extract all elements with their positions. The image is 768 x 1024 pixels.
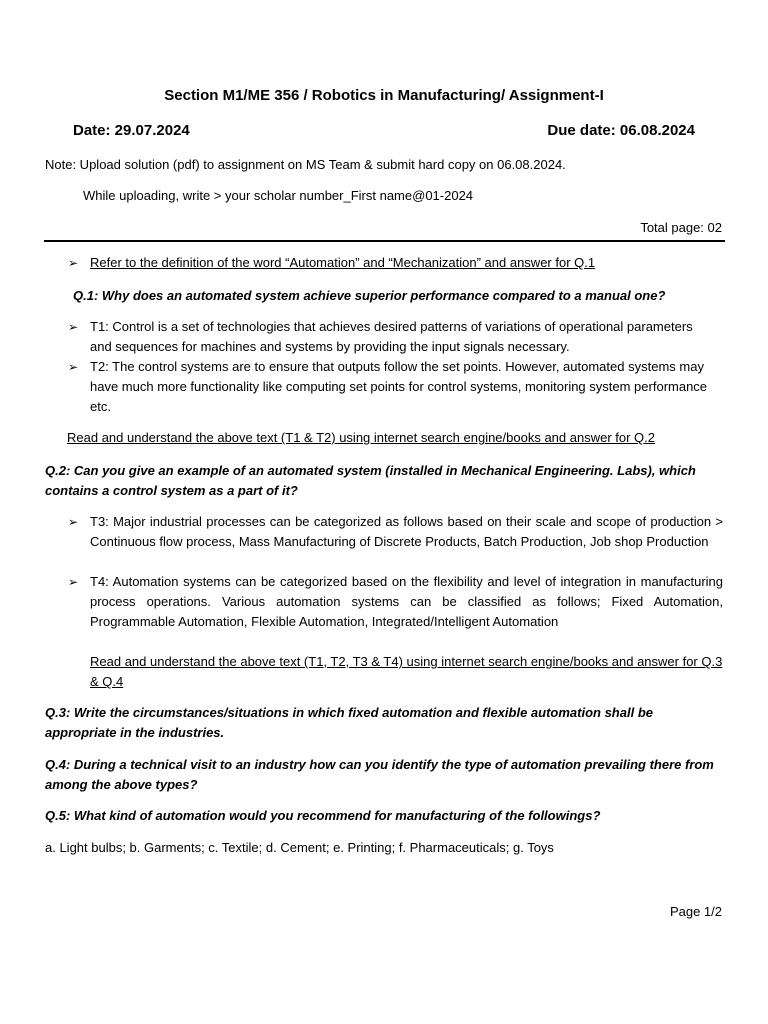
page-number: Page 1/2	[669, 904, 722, 919]
list-item	[68, 512, 723, 552]
arrow-bullet-icon: ➢	[68, 575, 79, 589]
text-t4: T4: Automation systems can be categorized based on the flexibility and level of integration in manufacturing process operations. Various automation systems can be classified as follows; Fixed Automation, Programmable Automation, Flexible Automation, Integrated/Intelligent Automation	[90, 574, 723, 629]
refer-q1-instruction: Refer to the definition of the word “Automation” and “Mechanization” and answer for Q.1	[90, 255, 596, 270]
question-2: Q.2: Can you give an example of an automated system (installed in Mechanical Engineering. Labs), which contains a control system as a part of it?	[45, 463, 696, 498]
list-item	[68, 572, 723, 632]
arrow-bullet-icon: ➢	[68, 320, 79, 334]
read-q3-q4-instruction	[90, 652, 723, 692]
arrow-bullet-icon: ➢	[68, 515, 79, 529]
question-3: Q.3: Write the circumstances/situations in which fixed automation and flexible automation shall be appropriate in the industries.	[45, 705, 653, 740]
issue-date: Date: 29.07.2024	[73, 122, 190, 139]
text-t1: T1: Control is a set of technologies that achieves desired patterns of variations of operational parameters and sequences for machines and systems by providing the input signals necessary.	[90, 319, 693, 354]
header-divider	[44, 240, 725, 242]
question-4: Q.4: During a technical visit to an industry how can you identify the type of automation prevailing there from among the above types?	[45, 757, 714, 792]
question-5: Q.5: What kind of automation would you recommend for manufacturing of the followings?	[45, 808, 601, 823]
arrow-bullet-icon: ➢	[68, 360, 79, 374]
text-t3: T3: Major industrial processes can be categorized as follows based on their scale and scope of production > Continuous flow process, Mass Manufacturing of Discrete Products, Batch Production, Job shop Production	[90, 514, 723, 549]
question-1: Q.1: Why does an automated system achieve superior performance compared to a manual one?	[73, 288, 666, 303]
assignment-title: Section M1/ME 356 / Robotics in Manufacturing/ Assignment-I	[164, 87, 604, 104]
upload-instruction: While uploading, write > your scholar number_First name@01-2024	[83, 188, 474, 203]
upload-note: Note: Upload solution (pdf) to assignment on MS Team & submit hard copy on 06.08.2024.	[45, 157, 566, 172]
question-5-items: a. Light bulbs; b. Garments; c. Textile; d. Cement; e. Printing; f. Pharmaceuticals; g. Toys	[45, 840, 554, 855]
due-date: Due date: 06.08.2024	[547, 122, 695, 139]
list-item	[68, 357, 724, 417]
total-pages: Total page: 02	[640, 220, 722, 235]
list-item	[68, 253, 730, 273]
arrow-bullet-icon: ➢	[68, 256, 79, 270]
text-t2: T2: The control systems are to ensure that outputs follow the set points. However, automated systems may have much more functionality like computing set points for control systems, monitoring system performance etc.	[90, 359, 708, 414]
read-q2-instruction: Read and understand the above text (T1 & T2) using internet search engine/books and answer for Q.2	[67, 430, 656, 445]
list-item	[68, 317, 702, 357]
read-q3-q4-text: Read and understand the above text (T1, T2, T3 & T4) using internet search engine/books and answer for Q.3 & Q.4	[90, 654, 723, 689]
